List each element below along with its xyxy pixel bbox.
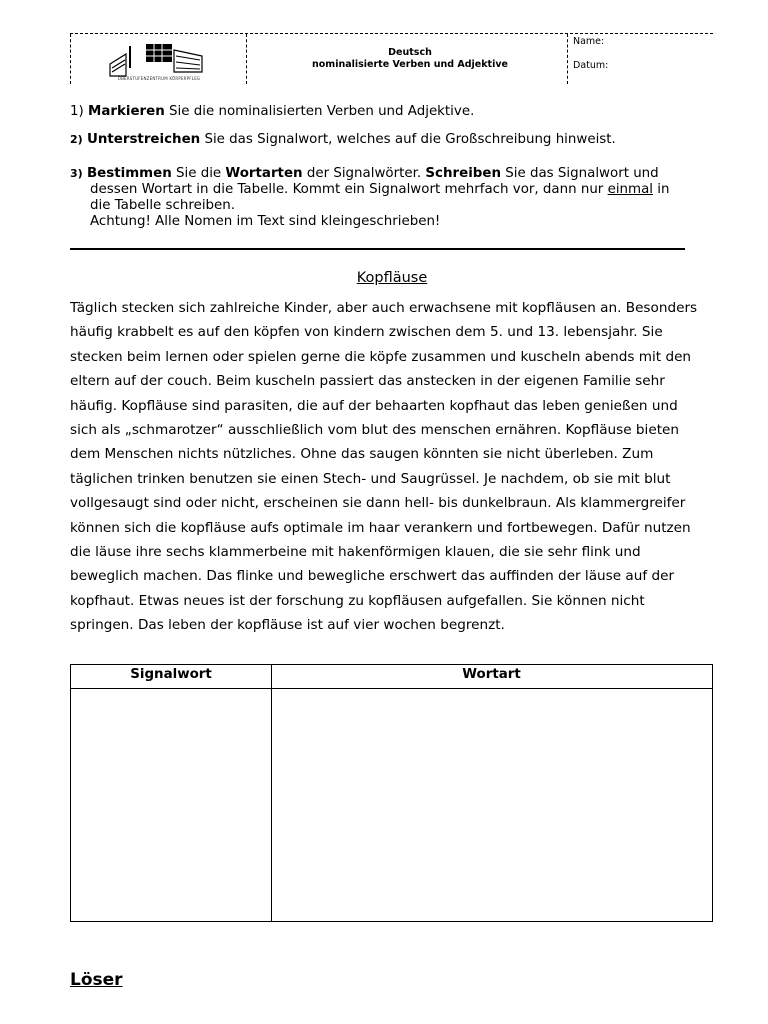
task-text: in xyxy=(653,182,670,197)
underlined-word: einmal xyxy=(607,182,653,197)
logo-caption: OBERSTUFENZENTRUM KÖRPERPFLEG xyxy=(117,76,201,81)
story-title: Kopfläuse xyxy=(356,270,428,286)
task-3 xyxy=(70,166,720,230)
task-3-line-2 xyxy=(70,182,720,198)
task-2 xyxy=(70,132,720,148)
date-label: Datum: xyxy=(573,60,609,71)
story-text: Täglich stecken sich zahlreiche Kinder, aber auch erwachsene mit kopfläusen an. Besonders häufig krabbelt es auf den köpfen von kindern zwischen dem 5. und 13. lebensjahr. Sie stecken beim lernen oder spielen gerne die köpfe zusammen und kuscheln abends mit den eltern auf der couch. Beim kuscheln passiert das anstecken in der eigenen Familie sehr häufig. Kopfläuse sind parasiten, die auf der behaarten kopfhaut das leben genießen und sich als „schmarotzer“ ausschließlich vom blut des menschen ernähren. Kopfläuse bieten dem Menschen nichts nützliches. Ohne das saugen könnten sie nicht überleben. Zum täglichen trinken benutzen sie einen Stech- und Saugrüssel. Je nachdem, ob sie mit blut vollgesaugt sind oder nicht, erscheinen sie dann hell- bis dunkelbraun. Als klammergreifer können sich die kopfläuse aufs optimale im haar verankern und fortbewegen. Dafür nutzen die läuse ihre sechs klammerbeine mit hakenförmigen klauen, die sie sehr flink und beweglich machen. Das flinke und bewegliche erschwert das auffinden der läuse auf der kopfhaut. Etwas neues ist der forschung zu kopfläusen aufgefallen. Sie können nicht springen. Das leben der kopfläuse ist auf vier wochen begrenzt. xyxy=(70,300,698,634)
subject-title: Deutsch xyxy=(388,47,432,58)
task-text: Sie das Signalwort, welches auf die Großschreibung hinweist. xyxy=(200,132,616,147)
task-text: Sie die xyxy=(171,166,226,181)
solution-heading: Löser xyxy=(70,970,123,990)
task-3-warning: Achtung! Alle Nomen im Text sind kleingeschrieben! xyxy=(90,214,441,229)
header-left-border xyxy=(70,34,71,84)
task-number: 1) xyxy=(70,104,84,119)
task-text: Sie die nominalisierten Verben und Adjektive. xyxy=(164,104,475,119)
table-cell-wortart[interactable] xyxy=(272,689,712,921)
table-header-wortart: Wortart xyxy=(462,667,521,682)
task-text: Sie das Signalwort und xyxy=(501,166,659,181)
task-text: der Signalwörter. xyxy=(302,166,426,181)
task-3-line-3: die Tabelle schreiben. xyxy=(90,198,236,213)
task-text: dessen Wortart in die Tabelle. Kommt ein Signalwort mehrfach vor, dann nur xyxy=(90,182,608,197)
topic-title: nominalisierte Verben und Adjektive xyxy=(312,59,508,70)
task-number: 2) xyxy=(70,133,83,146)
task-verb: Unterstreichen xyxy=(86,132,201,147)
header-top-line xyxy=(70,33,713,34)
section-divider xyxy=(70,248,685,250)
name-label: Name: xyxy=(573,36,605,47)
table-cell-signalwort[interactable] xyxy=(71,689,271,921)
task-verb: Schreiben xyxy=(425,166,501,181)
header-divider-1 xyxy=(246,34,247,84)
answer-table xyxy=(70,664,713,922)
header-divider-2 xyxy=(567,34,568,84)
task-number: 3) xyxy=(70,167,83,180)
task-1 xyxy=(70,104,720,120)
task-verb: Bestimmen xyxy=(86,166,172,181)
task-verb: Markieren xyxy=(88,104,165,119)
task-keyword: Wortarten xyxy=(225,166,303,181)
table-header-signalwort: Signalwort xyxy=(130,667,212,682)
